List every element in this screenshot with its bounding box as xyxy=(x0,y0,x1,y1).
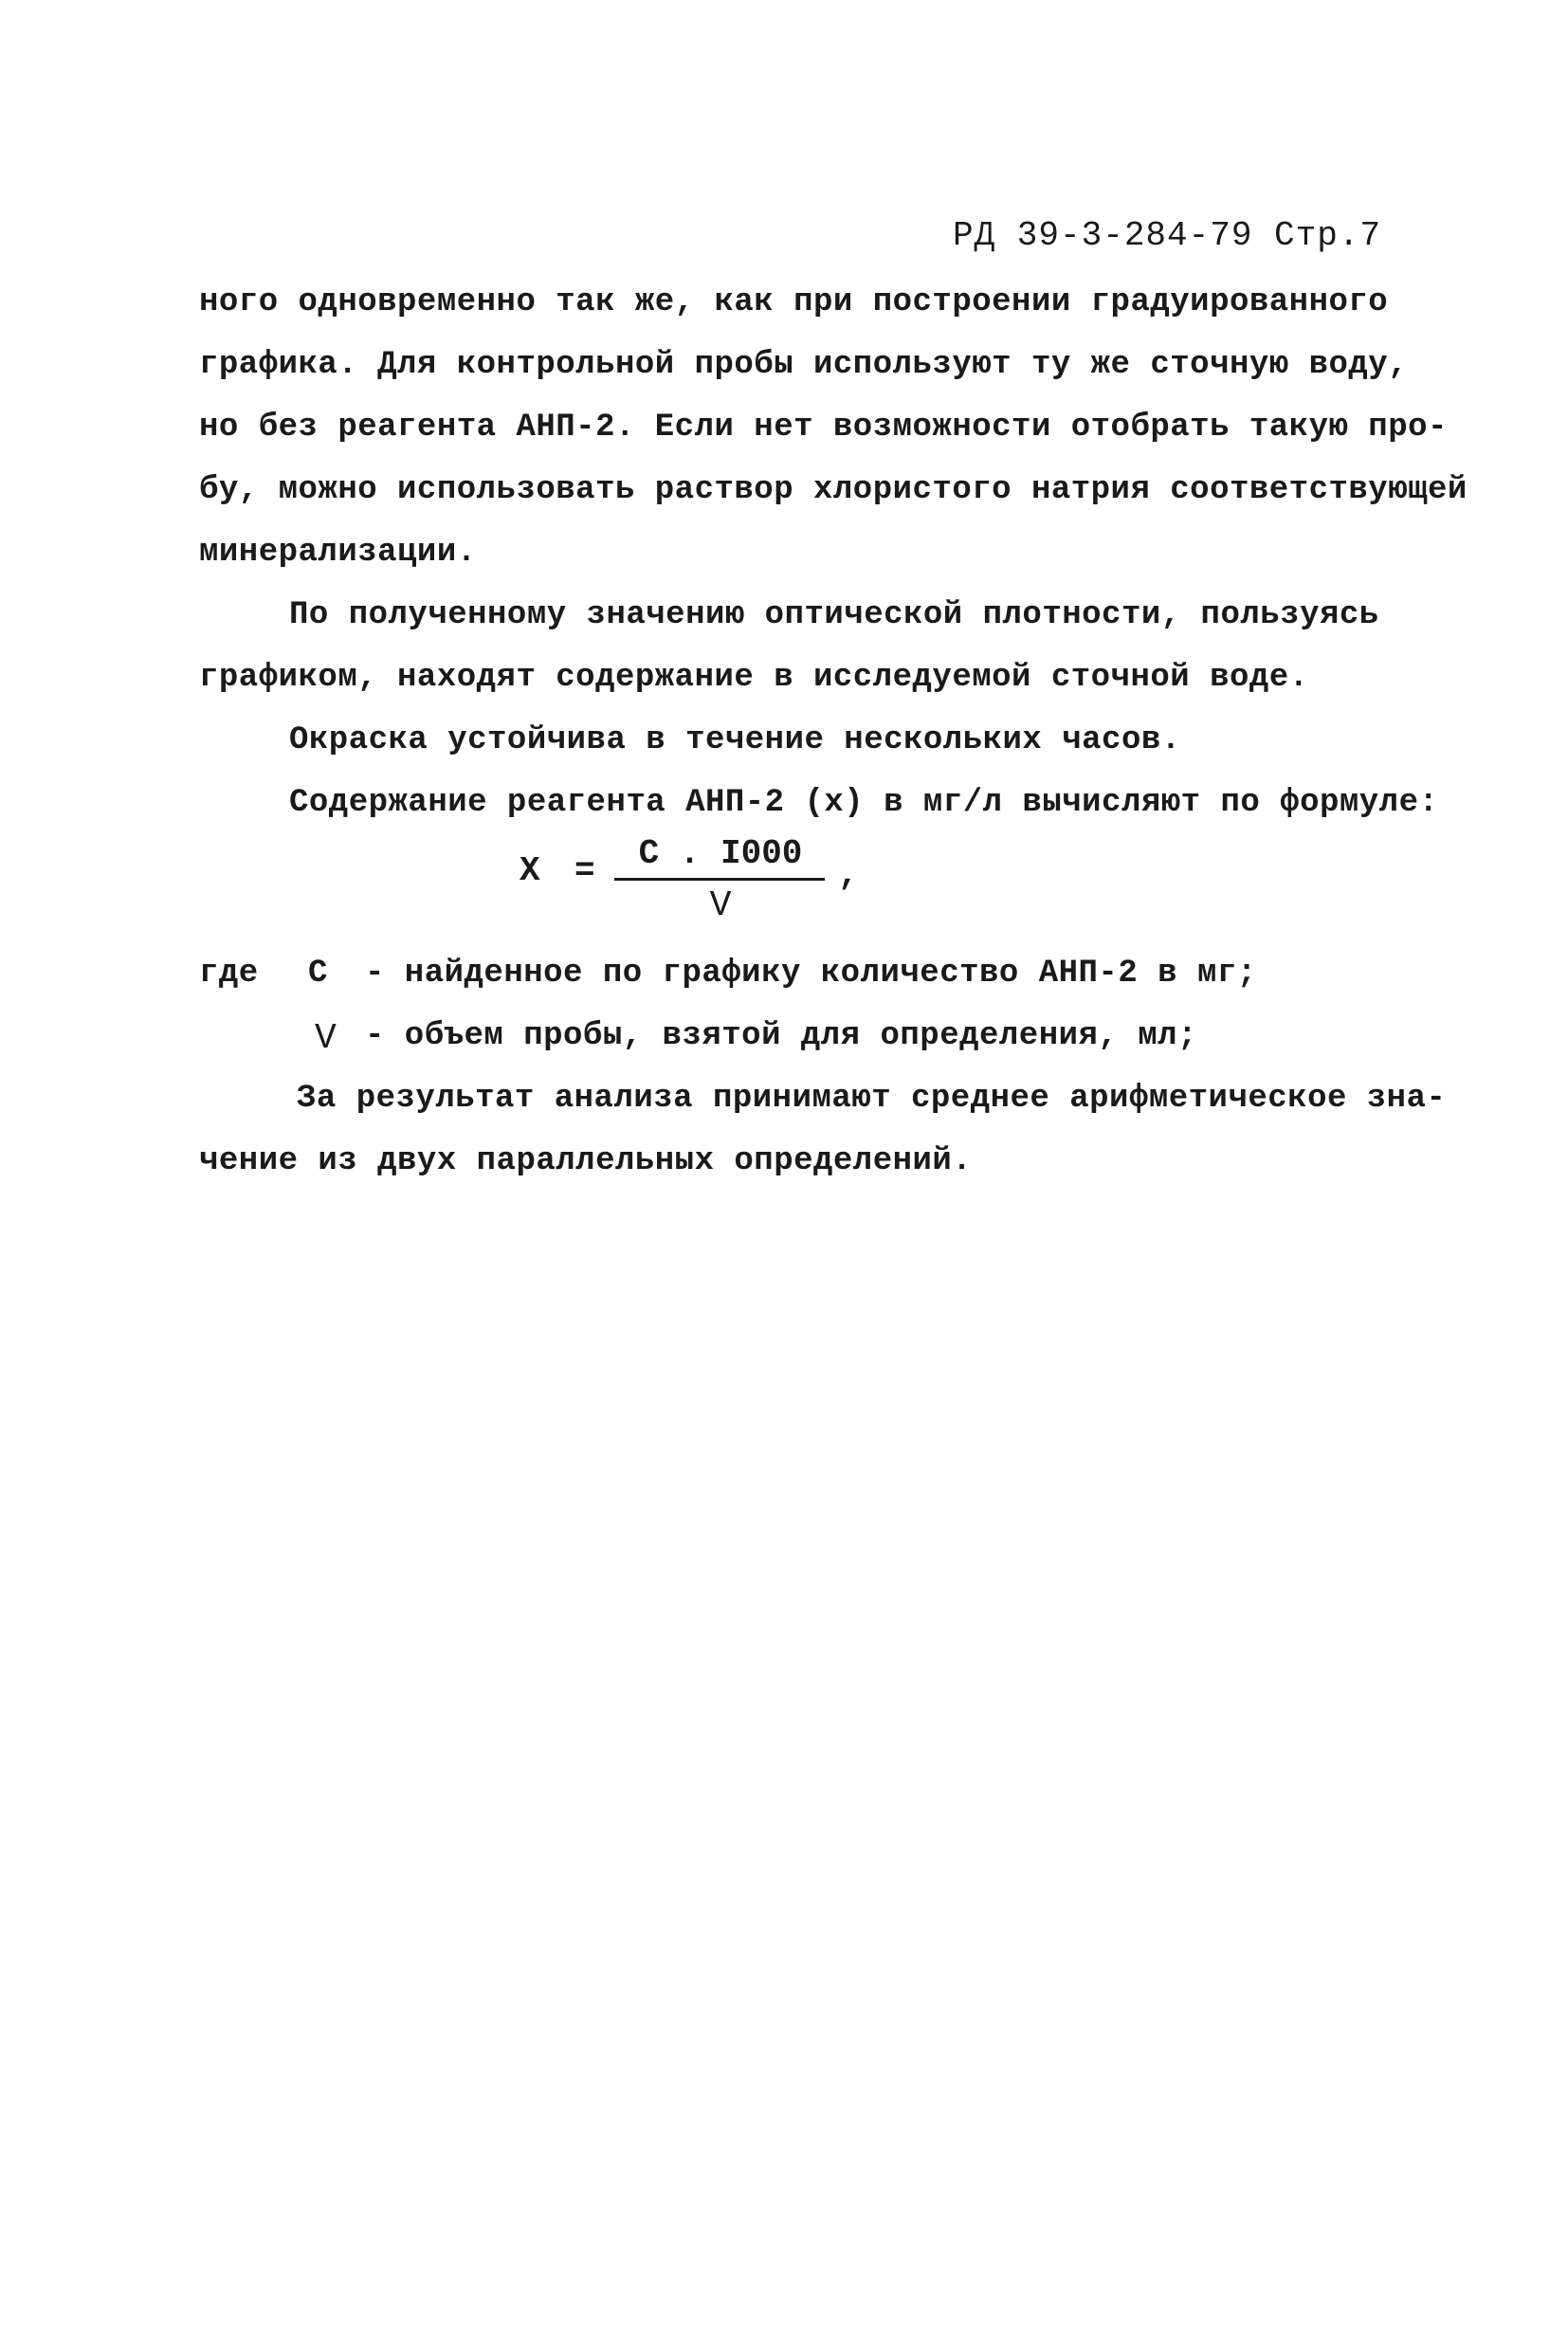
page-header: РД 39-3-284-79 Стр.7 xyxy=(953,216,1382,255)
formula-numerator: С . I000 xyxy=(638,834,803,873)
where-label: где xyxy=(199,956,259,992)
where-c-symbol: С xyxy=(308,956,328,992)
text-line: бу, можно использовать раствор хлористого натрия соответствующей xyxy=(199,472,1468,508)
where-v-symbol: V xyxy=(315,1018,337,1059)
formula-comma: , xyxy=(838,855,859,894)
text-line: графика. Для контрольной пробы используют ту же сточную воду, xyxy=(199,347,1409,383)
text-line: По полученному значению оптической плотности, пользуясь xyxy=(289,597,1379,633)
formula-denominator: V xyxy=(709,885,732,926)
fraction-bar xyxy=(614,878,825,881)
formula xyxy=(520,834,861,939)
text-line: Окраска устойчива в течение нескольких часов. xyxy=(289,722,1181,758)
where-c-description: - найденное по графику количество АНП-2 в мг; xyxy=(365,956,1257,992)
text-line: чение из двух параллельных определений. xyxy=(199,1143,973,1179)
formula-lhs: X xyxy=(520,851,540,890)
text-line: но без реагента АНП-2. Если нет возможности отобрать такую про- xyxy=(199,410,1448,446)
where-v-description: - объем пробы, взятой для определения, мл; xyxy=(365,1018,1197,1054)
text-line: Содержание реагента АНП-2 (х) в мг/л вычисляют по формуле: xyxy=(289,785,1439,821)
text-line: минерализации. xyxy=(199,535,477,571)
formula-equals: = xyxy=(574,851,595,890)
text-line: За результат анализа принимают среднее арифметическое зна- xyxy=(297,1081,1447,1117)
text-line: ного одновременно так же, как при построении градуированного xyxy=(199,284,1389,320)
text-line: графиком, находят содержание в исследуемой сточной воде. xyxy=(199,660,1309,696)
